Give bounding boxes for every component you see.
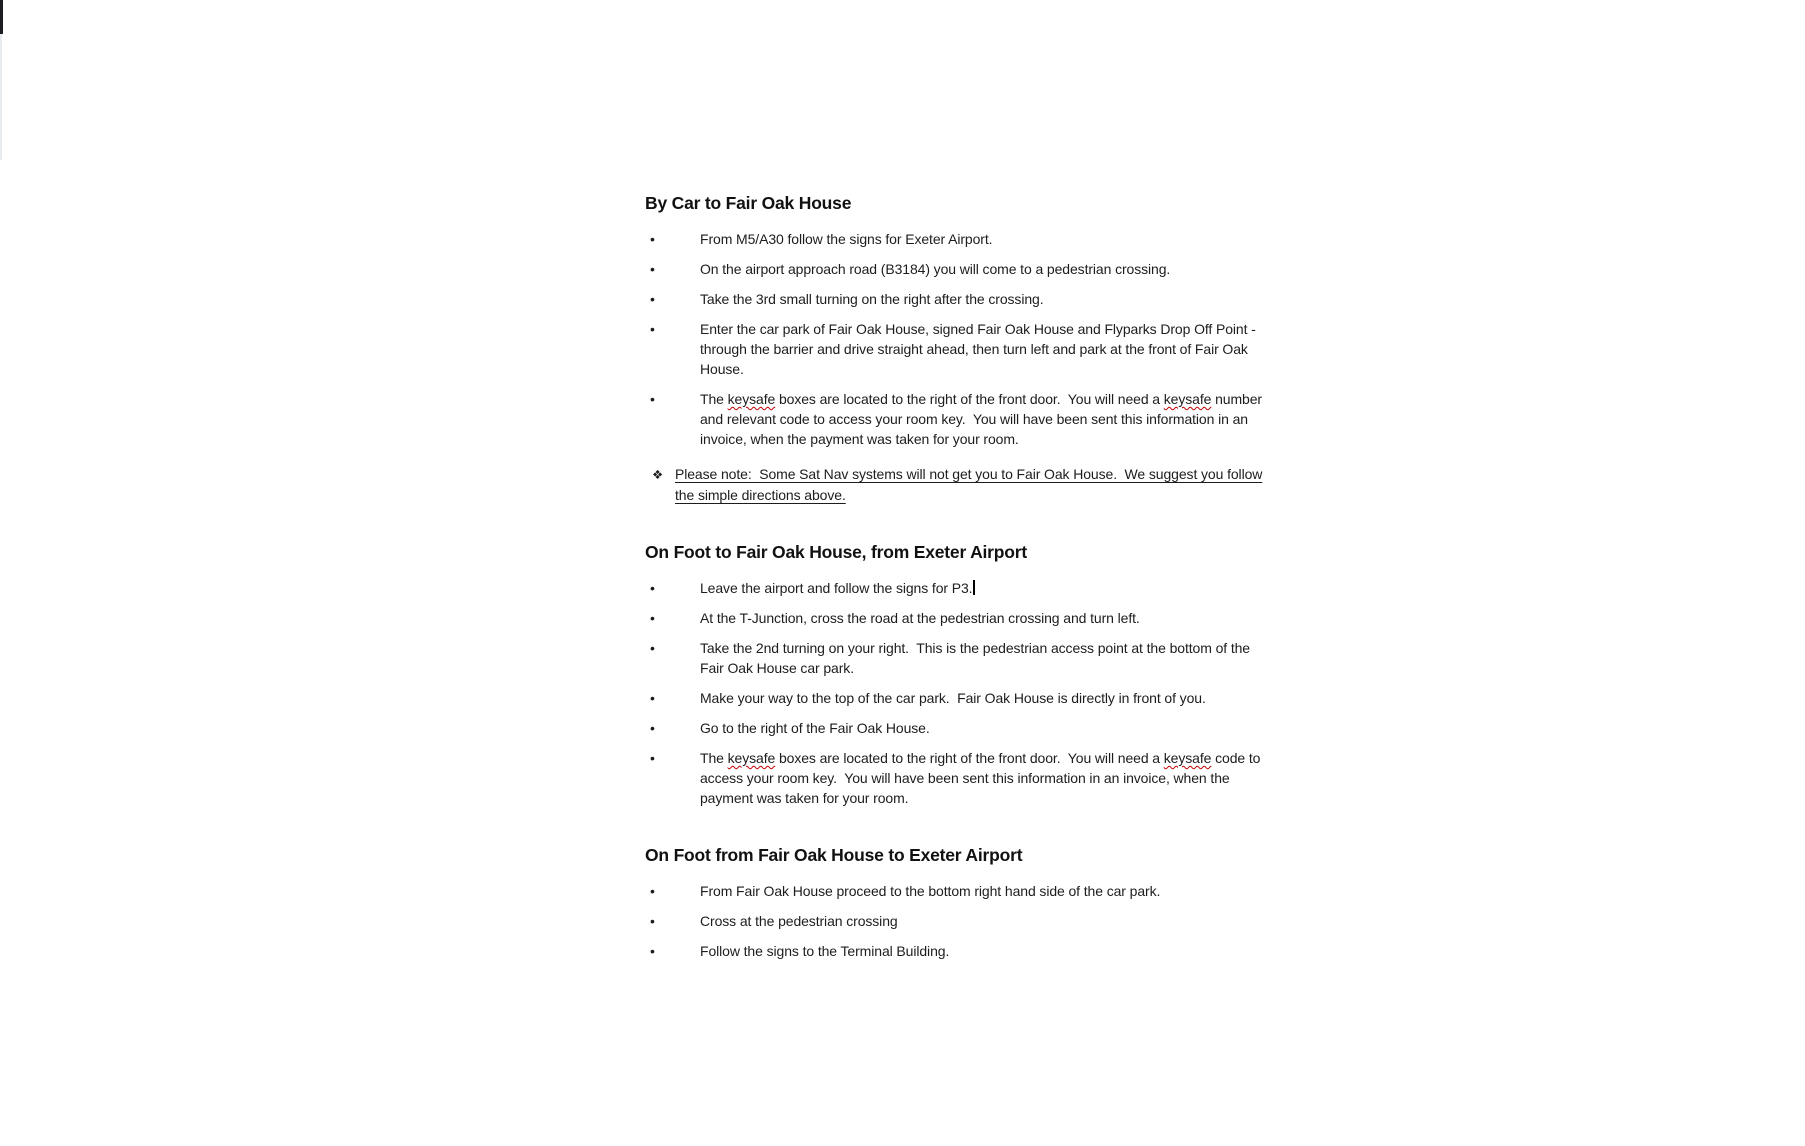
bullet-icon: • bbox=[650, 720, 655, 736]
section-heading[interactable]: On Foot to Fair Oak House, from Exeter Airport bbox=[645, 542, 1028, 562]
list-item[interactable] bbox=[645, 608, 1265, 628]
misspelled-word[interactable]: keysafe bbox=[727, 391, 776, 407]
list-item[interactable] bbox=[645, 881, 1265, 901]
bullet-text: Take the 3rd small turning on the right after the crossing. bbox=[700, 291, 1044, 307]
list-item[interactable] bbox=[645, 289, 1265, 309]
list-item[interactable] bbox=[645, 638, 1265, 678]
bullet-icon: • bbox=[650, 943, 655, 959]
bullet-text: Make your way to the top of the car park. Fair Oak House is directly in front of you. bbox=[700, 690, 1206, 706]
bullet-icon: • bbox=[650, 883, 655, 899]
bullet-text: Enter the car park of Fair Oak House, signed Fair Oak House and Flyparks Drop Off Point - through the barrier and drive straight ahead, then turn left and park at the front of Fair Oak House. bbox=[700, 321, 1256, 377]
bullet-text: The keysafe boxes are located to the right of the front door. You will need a keysafe number and relevant code to access your room key. You will have been sent this information in an invoice, when the payment was taken for your room. bbox=[700, 391, 1262, 447]
bullet-text: At the T-Junction, cross the road at the pedestrian crossing and turn left. bbox=[700, 610, 1140, 626]
bullet-icon: • bbox=[650, 231, 655, 247]
section-on-foot-from bbox=[645, 844, 1265, 961]
window-edge-artifact-dark bbox=[0, 0, 3, 34]
list-item[interactable] bbox=[645, 718, 1265, 738]
list-item[interactable] bbox=[645, 911, 1265, 931]
section-on-foot-to bbox=[645, 541, 1265, 808]
list-item[interactable] bbox=[645, 688, 1265, 708]
bullet-text: From M5/A30 follow the signs for Exeter Airport. bbox=[700, 231, 993, 247]
bullet-text: Leave the airport and follow the signs for P3. bbox=[700, 580, 975, 596]
list-item[interactable] bbox=[645, 259, 1265, 279]
section-heading[interactable]: On Foot from Fair Oak House to Exeter Airport bbox=[645, 845, 1023, 865]
list-item[interactable] bbox=[645, 319, 1265, 379]
bullet-icon: • bbox=[650, 750, 655, 766]
bullet-text: On the airport approach road (B3184) you will come to a pedestrian crossing. bbox=[700, 261, 1171, 277]
list-item[interactable] bbox=[645, 389, 1265, 449]
list-item[interactable] bbox=[645, 578, 1265, 598]
list-item[interactable] bbox=[645, 229, 1265, 249]
bullet-text: From Fair Oak House proceed to the bottom right hand side of the car park. bbox=[700, 883, 1161, 899]
section-heading[interactable]: By Car to Fair Oak House bbox=[645, 193, 852, 213]
document-canvas[interactable] bbox=[645, 192, 1265, 971]
bullet-icon: • bbox=[650, 690, 655, 706]
list-item[interactable] bbox=[645, 941, 1265, 961]
bullet-icon: • bbox=[650, 913, 655, 929]
misspelled-word[interactable]: keysafe bbox=[1163, 391, 1212, 407]
bullet-icon: • bbox=[650, 580, 655, 596]
bullet-icon: • bbox=[650, 640, 655, 656]
misspelled-word[interactable]: keysafe bbox=[1163, 750, 1212, 766]
bullet-text: Cross at the pedestrian crossing bbox=[700, 913, 898, 929]
note-item[interactable] bbox=[645, 464, 1265, 505]
list-item[interactable] bbox=[645, 748, 1265, 808]
bullet-text: Go to the right of the Fair Oak House. bbox=[700, 720, 930, 736]
bullet-text: Take the 2nd turning on your right. This is the pedestrian access point at the bottom of the Fair Oak House car park. bbox=[700, 640, 1250, 676]
bullet-icon: • bbox=[650, 321, 655, 337]
bullet-text: Follow the signs to the Terminal Building. bbox=[700, 943, 950, 959]
window-edge-artifact-light bbox=[0, 34, 2, 160]
bullet-icon: • bbox=[650, 391, 655, 407]
text-cursor bbox=[973, 580, 975, 595]
misspelled-word[interactable]: keysafe bbox=[727, 750, 776, 766]
bullet-icon: • bbox=[650, 291, 655, 307]
bullet-icon: • bbox=[650, 261, 655, 277]
diamond-bullet-icon: ❖ bbox=[652, 468, 664, 482]
bullet-icon: • bbox=[650, 610, 655, 626]
note-text: Please note: Some Sat Nav systems will not get you to Fair Oak House. We suggest you follow the simple directions above. bbox=[675, 466, 1263, 503]
section-by-car bbox=[645, 192, 1265, 505]
bullet-text: The keysafe boxes are located to the right of the front door. You will need a keysafe code to access your room key. You will have been sent this information in an invoice, when the payment was taken for your room. bbox=[700, 750, 1261, 806]
